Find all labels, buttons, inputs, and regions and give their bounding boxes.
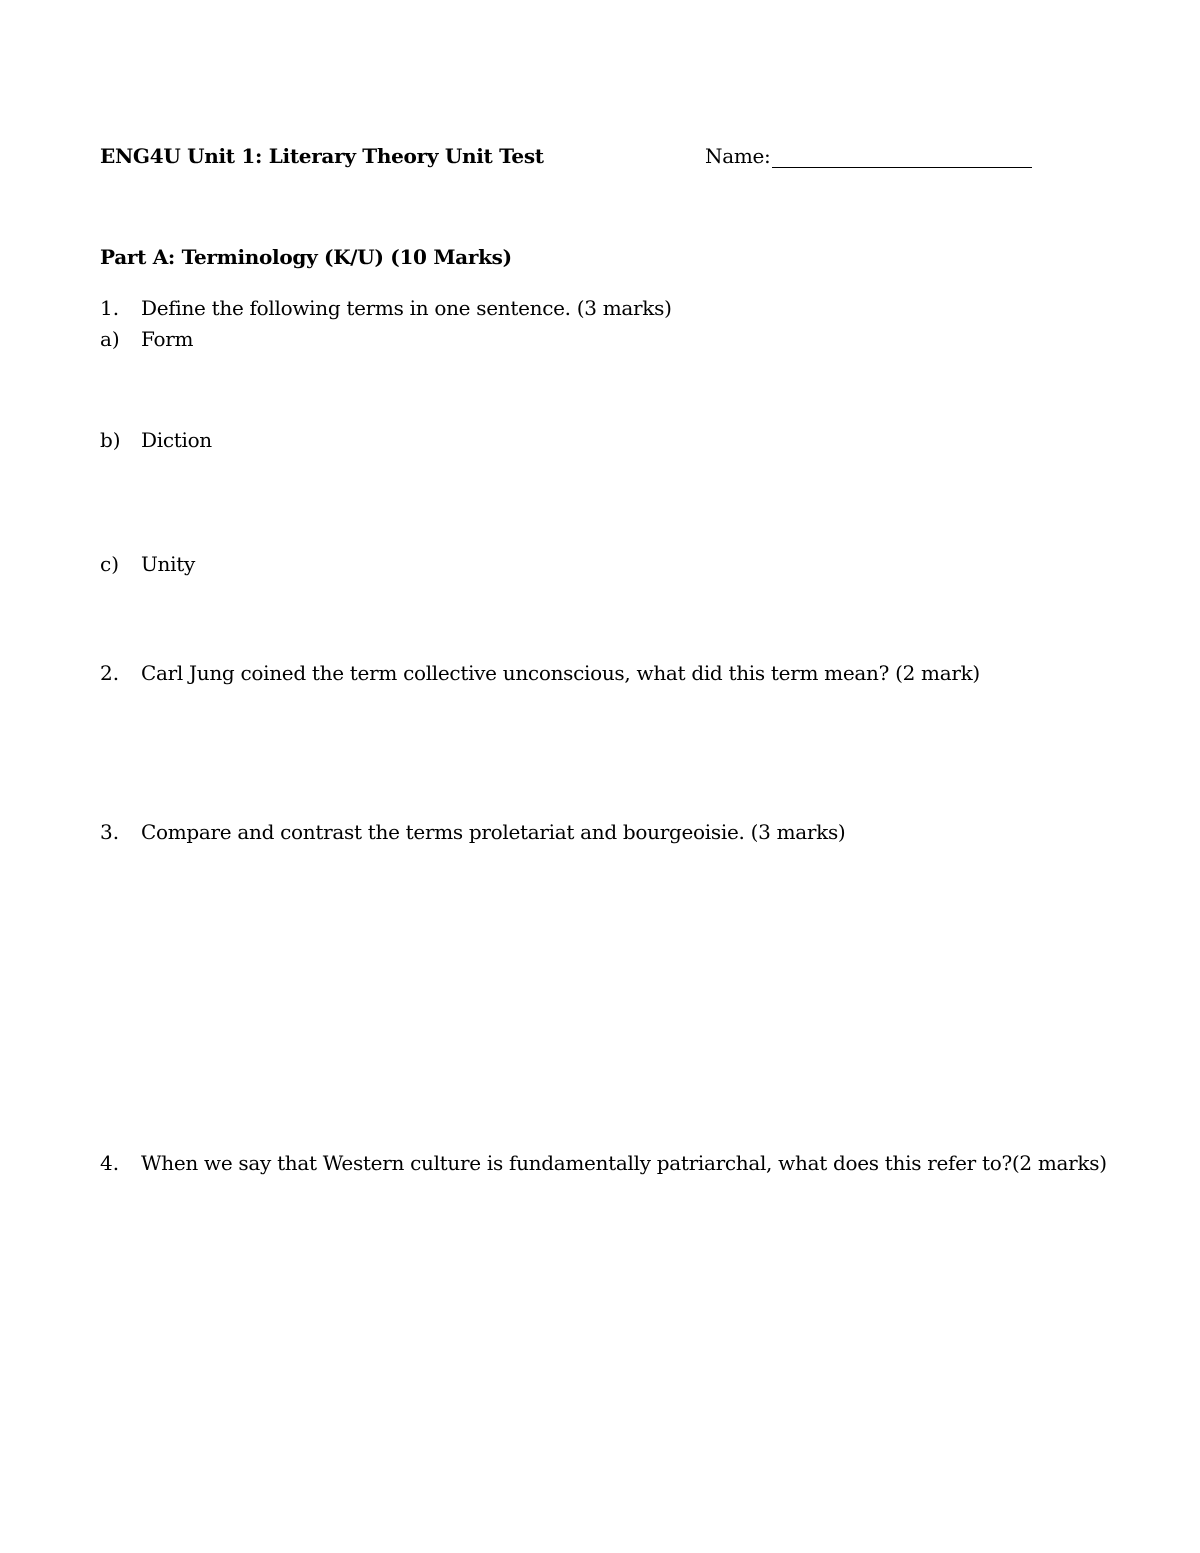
subitem-b-term: Diction — [141, 428, 212, 452]
subitem-a-term: Form — [141, 327, 194, 351]
name-blank-line[interactable] — [772, 147, 1032, 168]
question-2-number: 2. — [100, 661, 120, 685]
name-label: Name: — [705, 144, 771, 168]
question-1-number: 1. — [100, 296, 120, 320]
question-3-number: 3. — [100, 820, 120, 844]
subitem-c-term: Unity — [141, 552, 195, 576]
test-title: ENG4U Unit 1: Literary Theory Unit Test — [100, 144, 544, 168]
subitem-a-letter: a) — [100, 327, 120, 351]
question-1-text: Define the following terms in one sentence. (3 marks) — [141, 296, 672, 320]
name-field[interactable] — [705, 144, 1032, 168]
subitem-c-letter: c) — [100, 552, 120, 576]
question-3-text: Compare and contrast the terms proletariat and bourgeoisie. (3 marks) — [141, 820, 846, 844]
question-2-text: Carl Jung coined the term collective unconscious, what did this term mean? (2 mark) — [141, 661, 980, 685]
question-4-text: When we say that Western culture is fundamentally patriarchal, what does this refer to?(2 marks) — [141, 1151, 1107, 1175]
question-4-number: 4. — [100, 1151, 120, 1175]
subitem-b-letter: b) — [100, 428, 121, 452]
section-heading: Part A: Terminology (K/U) (10 Marks) — [100, 245, 512, 269]
